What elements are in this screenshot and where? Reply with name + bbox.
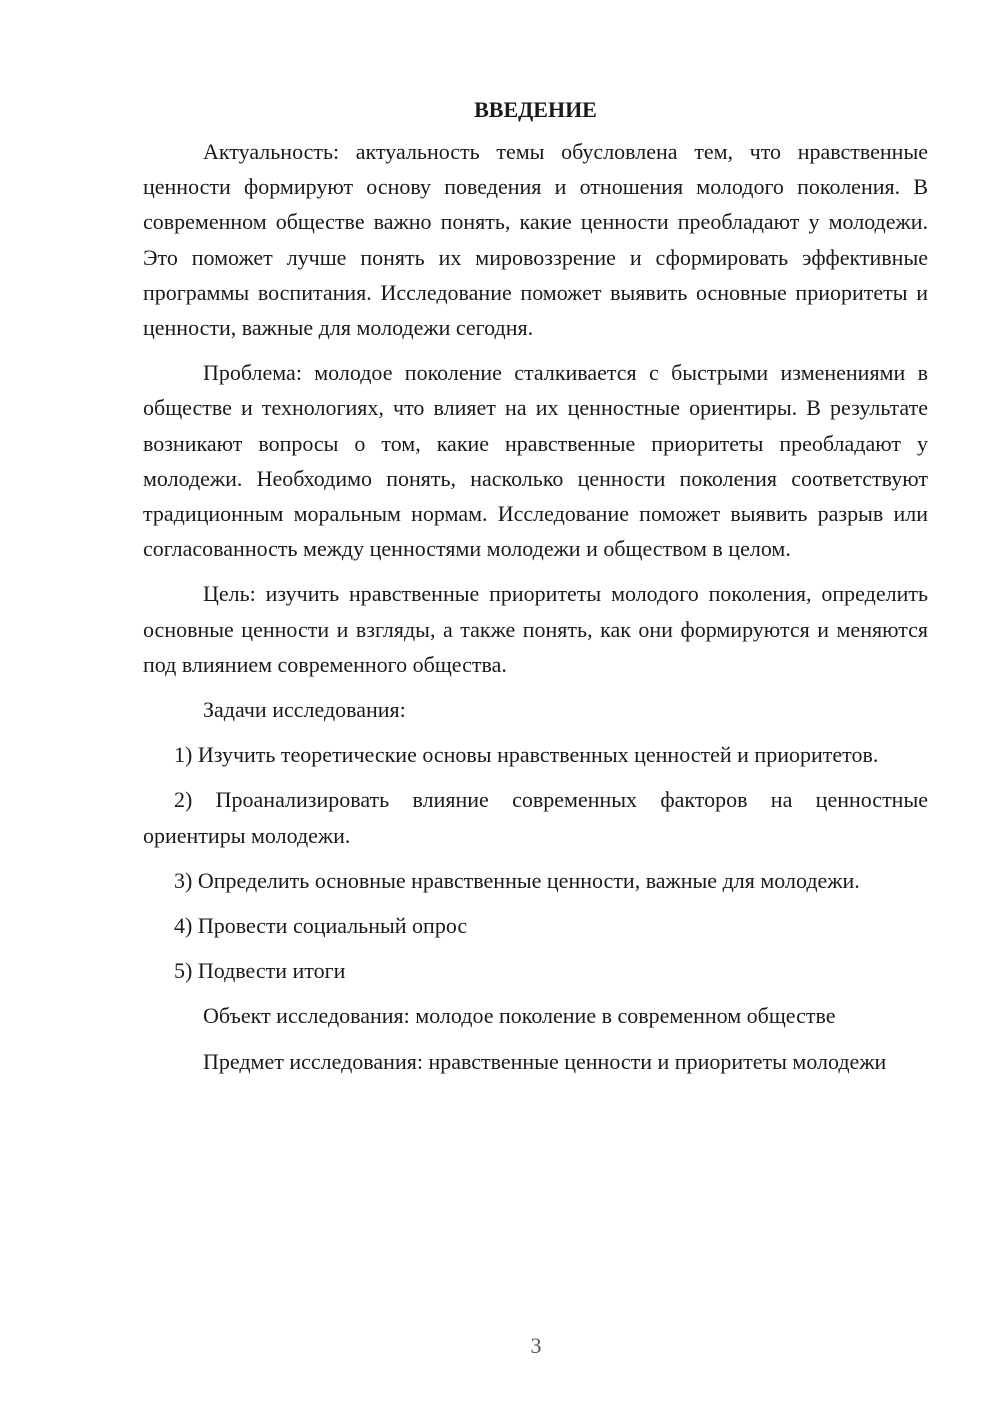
task-item: 4) Провести социальный опрос — [174, 913, 468, 939]
task-item: 2) Проанализировать влияние современных факторов на ценностные ориентиры молодежи. — [143, 787, 928, 848]
section-heading: ВВЕДЕНИЕ — [474, 97, 597, 122]
object-paragraph: Объект исследования: молодое поколение в современном обществе — [203, 1003, 836, 1029]
page-content — [143, 92, 928, 1089]
task-item: 1) Изучить теоретические основы нравственных ценностей и приоритетов. — [174, 742, 879, 768]
relevance-paragraph: Актуальность: актуальность темы обусловлена тем, что нравственные ценности формируют основу поведения и отношения молодого поколения. В современном обществе важно понять, какие ценности преобладают у молодежи. Это поможет лучше понять их мировоззрение и сформировать эффективные программы воспитания. Исследование поможет выявить основные приоритеты и ценности, важные для молодежи сегодня. — [143, 139, 928, 341]
problem-paragraph: Проблема: молодое поколение сталкивается с быстрыми изменениями в обществе и технологиях, что влияет на их ценностные ориентиры. В результате возникают вопросы о том, какие нравственные приоритеты преобладают у молодежи. Необходимо понять, насколько ценности поколения соответствуют традиционным моральным нормам. Исследование поможет выявить разрыв или согласованность между ценностями молодежи и обществом в целом. — [143, 360, 928, 562]
goal-paragraph: Цель: изучить нравственные приоритеты молодого поколения, определить основные ценности и взгляды, а также понять, как они формируются и меняются под влиянием современного общества. — [143, 581, 928, 677]
subject-paragraph: Предмет исследования: нравственные ценности и приоритеты молодежи — [203, 1048, 887, 1074]
page-number: 3 — [530, 1333, 542, 1358]
tasks-heading: Задачи исследования: — [203, 697, 406, 723]
task-item: 5) Подвести итоги — [174, 958, 346, 984]
task-item: 3) Определить основные нравственные ценности, важные для молодежи. — [174, 867, 860, 893]
